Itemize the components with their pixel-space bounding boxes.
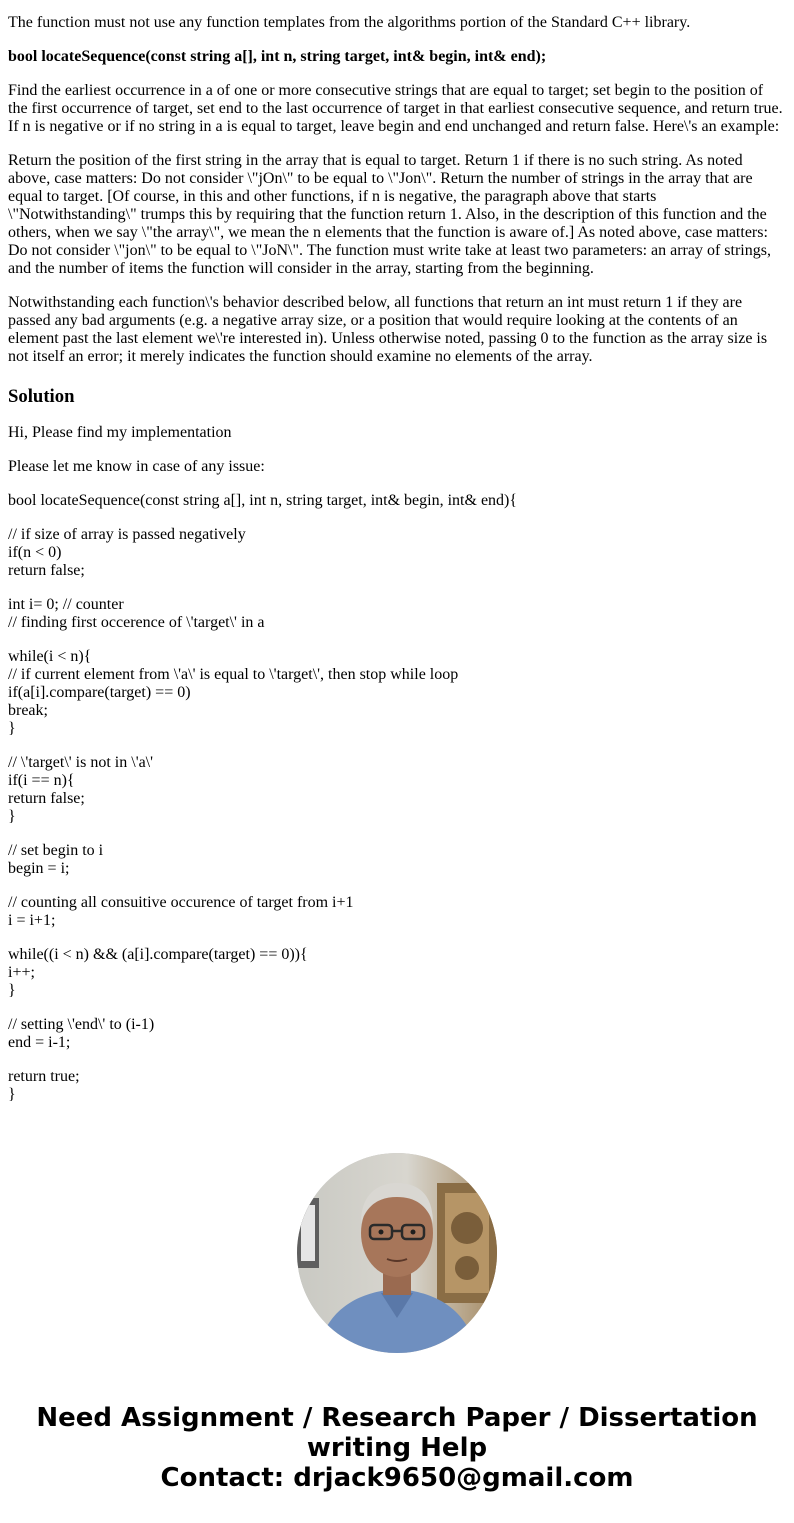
code-line: return false;	[8, 562, 85, 579]
code-line: // finding first occerence of \'target\' in a	[8, 614, 265, 631]
author-photo	[297, 1153, 497, 1353]
code-line: // if current element from \'a\' is equal to \'target\', then stop while loop	[8, 666, 459, 683]
document-body	[8, 0, 786, 1104]
solution-heading: Solution	[8, 386, 75, 407]
promo-footer	[0, 1403, 794, 1493]
question-paragraph-2: Return the position of the first string in the array that is equal to target. Return 1 if there is no such string. As noted above, case matters: Do not consider \"jOn\" to be equal to \"Jon\". Return the number of strings in the array that are equal to target. [Of course, in this and other functions, if n is negative, the paragraph above that starts \"Notwithstanding\" trumps this by requiring that the function return 1. Also, in the description of this function and the others, when we say \"the array\", we mean the n elements that the function is aware of.] As noted above, case matters: Do not consider \"jon\" to be equal to \"JoN\". The function must write take at least two parameters: an array of strings, and the number of items the function will consider in the array, starting from the beginning.	[8, 152, 771, 277]
code-block	[8, 894, 786, 930]
solution-note: Please let me know in case of any issue:	[8, 458, 265, 475]
code-block	[8, 596, 786, 632]
promo-contact: Contact: drjack9650@gmail.com	[160, 1463, 634, 1493]
code-line: // \'target\' is not in \'a\'	[8, 754, 153, 771]
code-line: int i= 0; // counter	[8, 596, 124, 613]
question-intro: The function must not use any function templates from the algorithms portion of the Standard C++ library.	[8, 14, 691, 31]
code-line: return true;	[8, 1068, 80, 1085]
solution-code	[8, 492, 786, 1104]
question-paragraph-1: Find the earliest occurrence in a of one or more consecutive strings that are equal to target; set begin to the position of the first occurrence of target, set end to the last occurrence of target in that earliest consecutive sequence, and return true. If n is negative or if no string in a is equal to target, leave begin and end unchanged and return false. Here\'s an example:	[8, 82, 783, 135]
code-line: // counting all consuitive occurence of target from i+1	[8, 894, 354, 911]
code-line: if(a[i].compare(target) == 0)	[8, 684, 191, 701]
code-block	[8, 842, 786, 878]
code-line: }	[8, 1086, 16, 1103]
code-block	[8, 1068, 786, 1104]
code-line: }	[8, 808, 16, 825]
code-line: i = i+1;	[8, 912, 56, 929]
code-line: i++;	[8, 964, 35, 981]
code-line: // setting \'end\' to (i-1)	[8, 1016, 155, 1033]
code-block	[8, 1016, 786, 1052]
question-paragraph-3: Notwithstanding each function\'s behavior described below, all functions that return an int must return 1 if they are passed any bad arguments (e.g. a negative array size, or a position that would require looking at the contents of an element past the last element we\'re interested in). Unless otherwise noted, passing 0 to the function as the array size is not itself an error; it merely indicates the function should examine no elements of the array.	[8, 294, 768, 365]
code-block	[8, 754, 786, 826]
code-line: bool locateSequence(const string a[], int n, string target, int& begin, int& end){	[8, 492, 518, 509]
code-block	[8, 492, 786, 510]
code-line: if(i == n){	[8, 772, 75, 789]
code-line: // if size of array is passed negatively	[8, 526, 246, 543]
code-line: while((i < n) && (a[i].compare(target) == 0)){	[8, 946, 308, 963]
code-line: // set begin to i	[8, 842, 104, 859]
code-line: break;	[8, 702, 48, 719]
code-block	[8, 648, 786, 738]
promo-line-2: writing Help	[306, 1433, 488, 1463]
code-block	[8, 526, 786, 580]
code-line: begin = i;	[8, 860, 70, 877]
code-line: return false;	[8, 790, 85, 807]
solution-greeting: Hi, Please find my implementation	[8, 424, 232, 441]
code-line: while(i < n){	[8, 648, 92, 665]
code-line: if(n < 0)	[8, 544, 62, 561]
code-line: }	[8, 982, 16, 999]
function-signature: bool locateSequence(const string a[], int n, string target, int& begin, int& end);	[8, 48, 547, 65]
code-line: end = i-1;	[8, 1034, 71, 1051]
author-avatar	[297, 1153, 497, 1353]
promo-line-1: Need Assignment / Research Paper / Dissertation	[36, 1403, 758, 1433]
code-line: }	[8, 720, 16, 737]
code-block	[8, 946, 786, 1000]
